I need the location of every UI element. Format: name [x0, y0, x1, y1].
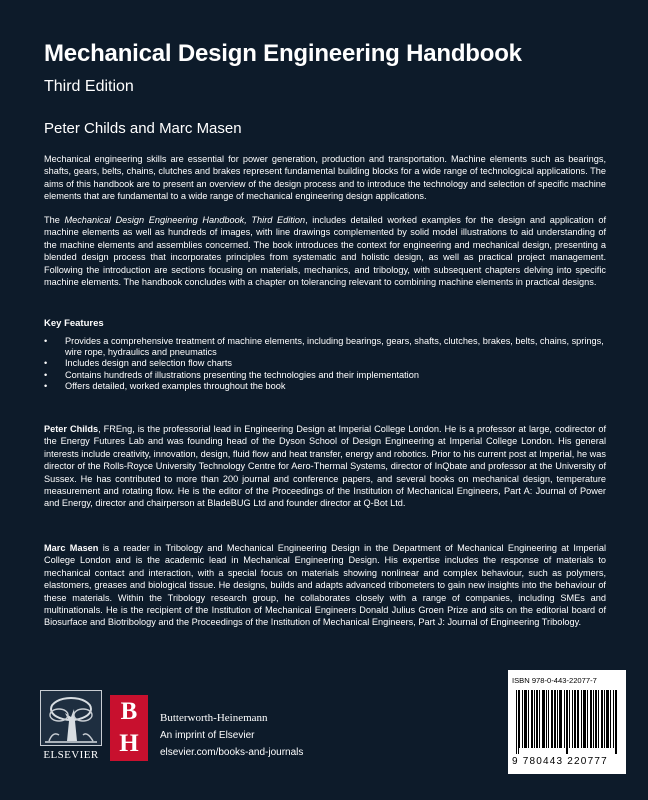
barcode-bar [526, 690, 527, 748]
author-name-childs: Peter Childs [44, 424, 99, 434]
author-bio-masen-text: is a reader in Tribology and Mechanical Engineering Design in the Department of Mechanical Engineering at Imperial College London and is the academic lead in Mechanical Engineering Design. His expertise includes the response of materials to mechanical contact and interaction, with a special focus on materials showing nonlinear and complex behaviour, such as polymers, elastomers, greases and biological tissue. He designs, builds and adapts advanced tribometers to gain new insights into the behaviour of these materials. Within the Tribology research group, he collaborates closely with a range of companies, including SMEs and multinationals. He is the recipient of the Institution of Mechanical Engineers Donald Julius Groen Prize and sits on the editorial board of Biosurface and Biotribology and the Proceedings of the Institution of Mechanical Engineers, Part J: Journal of Engineering Tribology. [44, 543, 606, 628]
isbn-label: ISBN 978-0-443-22077-7 [512, 676, 597, 685]
barcode-bar [560, 690, 561, 748]
elsevier-label: ELSEVIER [43, 749, 99, 761]
barcode-bar [557, 690, 558, 748]
key-feature-item [44, 358, 606, 369]
barcode-bar [554, 690, 555, 748]
publisher-url: elsevier.com/books-and-journals [160, 747, 304, 758]
barcode-bar [524, 690, 525, 748]
barcode-bar [531, 690, 532, 748]
barcode-bar [546, 690, 547, 748]
barcode-bar [537, 690, 538, 748]
barcode-bar [578, 690, 579, 748]
barcode-bar [604, 690, 605, 748]
barcode-bar [525, 690, 526, 748]
barcode-bar [536, 690, 537, 748]
elsevier-logo [40, 690, 102, 761]
barcode-bar [608, 690, 609, 748]
barcode-bar [518, 690, 519, 754]
key-feature-text: Offers detailed, worked examples throughout the book [65, 380, 286, 391]
key-feature-text: Includes design and selection flow charts [65, 358, 233, 369]
barcode-bar [572, 690, 573, 748]
barcode-bar [516, 690, 517, 754]
barcode-bar [561, 690, 562, 748]
barcode-bar [601, 690, 602, 748]
barcode-bar [585, 690, 586, 748]
butterworth-heinemann-logo [110, 695, 148, 761]
barcode-bar [593, 690, 594, 748]
barcode-bar [598, 690, 599, 748]
author-name-masen: Marc Masen [44, 543, 99, 553]
barcode-bar [602, 690, 603, 748]
book-title: Mechanical Design Engineering Handbook [44, 40, 522, 67]
barcode-bar [522, 690, 523, 748]
barcode-bar [596, 690, 597, 748]
bullet-icon: • [44, 358, 48, 369]
barcode-bar [575, 690, 576, 748]
barcode-bar [542, 690, 543, 748]
barcode-bar [559, 690, 560, 748]
bullet-icon: • [44, 369, 48, 380]
description-paragraph-1-text: Mechanical engineering skills are essential for power generation, production and transportation. Machine elements such as bearings, shafts, gears, belts, chains, clutches and brakes represent fundamental building blocks for a wide range of technological applications. The aims of this handbook are to present an overview of the design process and to introduce the technology and selection of specific machine elements that are fundamental to a wide range of mechanical engineering design applications. [44, 154, 606, 202]
barcode-bar [569, 690, 570, 748]
barcode-bar [543, 690, 544, 748]
barcode-bar [591, 690, 592, 748]
key-features-heading: Key Features [44, 318, 104, 329]
barcode-bar [555, 690, 556, 748]
barcode-bar [519, 690, 520, 748]
description-paragraph-1 [44, 153, 606, 203]
barcode-digits: 9 780443 220777 [512, 756, 608, 767]
publisher-name: Butterworth-Heinemann [160, 712, 268, 724]
barcode-bar [551, 690, 552, 748]
barcode-bar [595, 690, 596, 748]
author-bio-childs-text: , FREng, is the professorial lead in Engineering Design at Imperial College London. He is a professor at large, codirector of the Energy Futures Lab and was founding head of the Dyson School of Design Engineering at Imperial College London. His general interests include creativity, innovation, design, fluid flow and heat transfer, energy and robotics. Prior to his current post at Imperial, he was director of the Rolls-Royce University Technology Centre for Aero-Thermal Systems, director of InQbate and professor at the University of Sussex. He has contributed to more than 200 journal and conference papers, and several books on mechanical design, temperature measurement and rotating flow. He is the editor of the Proceedings of the Institution of Mechanical Engineers, Part A: Journal of Power and Energy, director and chairperson at BladeBUG Ltd and founder director at Q-Bot Ltd. [44, 424, 606, 509]
barcode-bar [607, 690, 608, 748]
author-bio-masen [44, 542, 606, 629]
barcode-bar [539, 690, 540, 748]
barcode-bar [590, 690, 591, 748]
barcode-bar [564, 690, 565, 748]
elsevier-tree-icon [40, 690, 102, 746]
barcode-bar [583, 690, 584, 748]
barcode-bar [616, 690, 617, 754]
barcode-bar [532, 690, 533, 748]
bh-logo-letter-b: B [120, 698, 138, 725]
barcode-bar [528, 690, 529, 748]
barcode-bar [581, 690, 582, 748]
publisher-imprint: An imprint of Elsevier [160, 730, 255, 741]
barcode-bar [615, 690, 616, 754]
barcode-bar [610, 690, 611, 748]
description-paragraph-2-text: , includes detailed worked examples for the design and application of machine elements as well as hundreds of images, with line drawings complemented by solid model illustrations to aid understanding of the machine elements and assemblies concerned. The book introduces the context for engineering and mechanical design, presenting a blended design process that incorporates principles from systematic and holistic design, as well as practical project management. Following the introduction are sections focusing on materials, mechanics, and tribology, with subsequent chapters delving into specific machine elements. The handbook concludes with a chapter on tolerancing relevant to combining machine elements in practical designs. [44, 215, 606, 288]
bullet-icon: • [44, 380, 48, 391]
barcode-bar [577, 690, 578, 748]
key-feature-item [44, 336, 606, 358]
description-prefix: The [44, 215, 65, 225]
barcode-bars [516, 690, 618, 754]
key-feature-item [44, 381, 606, 392]
barcode-bar [567, 690, 568, 754]
bullet-icon: • [44, 336, 48, 346]
book-edition: Third Edition [44, 78, 134, 95]
barcode-bar [587, 690, 588, 748]
key-feature-text: Contains hundreds of illustrations presenting the technologies and their implementation [65, 369, 419, 380]
barcode-bar [613, 690, 614, 748]
key-features-list [44, 336, 606, 392]
barcode-bar [584, 690, 585, 748]
barcode-bar [606, 690, 607, 748]
book-authors: Peter Childs and Marc Masen [44, 120, 242, 137]
barcode-bar [548, 690, 549, 748]
description-paragraph-2 [44, 214, 606, 288]
barcode-bar [574, 690, 575, 748]
barcode-bar [566, 690, 567, 754]
description-book-title-italic: Mechanical Design Engineering Handbook, Third Edition [64, 215, 306, 225]
publisher-info [160, 710, 303, 761]
barcode-bar [552, 690, 553, 748]
author-bio-childs [44, 423, 606, 510]
barcode-bar [544, 690, 545, 748]
barcode-bar [534, 690, 535, 748]
key-feature-item [44, 370, 606, 381]
key-feature-text: Provides a comprehensive treatment of machine elements, including bearings, gears, shafts, clutches, brakes, belts, chains, springs, wire rope, hydraulics and pneumatics [65, 336, 604, 358]
bh-logo-letter-h: H [119, 730, 139, 757]
isbn-barcode [508, 670, 626, 774]
